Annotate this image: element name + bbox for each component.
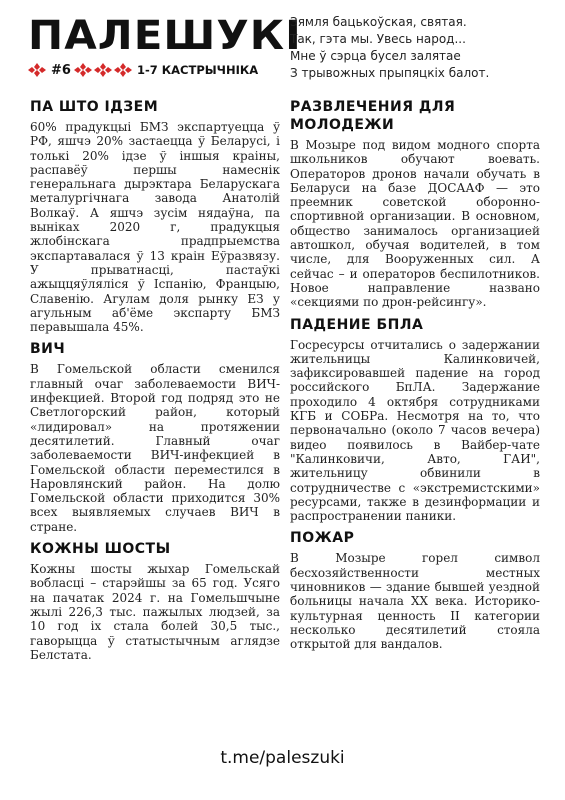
left-column [30, 98, 280, 668]
masthead [28, 13, 302, 84]
article-body: Кожны шосты жыхар Гомельскай вобласці – старэйшы за 65 год. Усяго на пачатак 2024 г. на Гомельшчыне жылі 226,3 тыс. пажылых людзей, за 10 год іх стала болей 30,5 тыс., гаворыцца ў статыстычным аглядзе Белстата. [30, 562, 280, 662]
article-title: ПАДЕНИЕ БПЛА [290, 316, 424, 333]
article-title: ПА ШТО ІДЗЕМ [30, 99, 159, 115]
article-body: В Мозыре под видом модного спорта школьников обучают воевать. Операторов дронов начали обучать в Беларуси на базе ДОСААФ — это преемник советской оборонно-спортивной организации. В основном, общество занималось организацией автошкол, обучая водителей, в том числе, для Вооруженных сил. А сейчас – и операторов беспилотников. Новое направление названо «секциями по дрон-рейсингу». [290, 138, 540, 310]
issue-line [28, 60, 258, 80]
poem-line: Так, гэта мы. Увесь народ... [290, 32, 466, 46]
issue-dates: 1-7 КАСТРЫЧНІКА [136, 63, 259, 77]
telegram-link[interactable]: t.me/paleszuki [220, 748, 345, 768]
poem-line: Мне ў сэрца бусел залятае [290, 49, 461, 63]
article-title: ПОЖАР [290, 530, 355, 547]
article-title: РАЗВЛЕЧЕНИЯ ДЛЯ МОЛОДЕЖИ [290, 99, 456, 133]
ornament-icon [94, 63, 112, 77]
article-body: В Мозыре горел символ бесхозяйственности местных чиновников — здание бывшей уездной больницы начала XX века. Историко-культурная ценность II категории несколько десятилетий стояла открытой для вандалов. [290, 551, 540, 652]
right-column [290, 98, 540, 658]
ornament-icon [114, 63, 132, 77]
article-title: ВИЧ [30, 341, 66, 358]
ornament-icon [28, 63, 46, 77]
poem-line: З трывожных прыпяцкіх балот. [290, 66, 490, 80]
newspaper-title: ПАЛЕШУКІ [28, 13, 302, 59]
epigraph-poem [290, 14, 550, 82]
article-body: В Гомельской области сменился главный очаг заболеваемости ВИЧ-инфекцией. Второй год подряд это не Светлогорский район, который «лидировал» на протяжении десятилетий. Главный очаг заболеваемости ВИЧ-инфекцией в Гомельской области переместился в Наровлянский район. На долю Гомельской области приходится 30% всех выявляемых случаев ВИЧ в стране. [30, 362, 280, 534]
article-title: КОЖНЫ ШОСТЫ [30, 541, 171, 558]
article-body: Госресурсы отчитались о задержании жительницы Калинковичей, зафиксировавшей падение на город российского БпЛА. Задержание проходило 4 октября сотрудниками КГБ и СОБРа. Несмотря на то, что первоначально (около 7 часов вечера) видео появилось в Вайбер-чате "Калинковичи, Авто, ГАИ", жительницу обвинили в сотрудничестве с «экстремистскими» ресурсами, также в дезинформации и распространении паники. [290, 337, 540, 524]
ornament-icon [74, 63, 92, 77]
poem-line: Зямля бацькоўская, святая. [290, 15, 467, 29]
issue-number: #6 [51, 62, 71, 78]
article-body: 60% прадукцыі БМЗ экспартуецца ў РФ, яшчэ 20% застаецца ў Беларусі, і толькі 20% ідзе ў іншыя краіны, распавёў першы намеснік генеральнага дырэктара Беларускага металургічнага завода Анатолій Волкаў. А яшчэ зусім нядаўна, па выніках 2020 г, прадукцыя жлобінскага прадпрыемства экспартавалася ў 13 краін Еўразвязу. У прыватнасці, пастаўкі ажыццяўляліся ў Іспанію, Францыю, Славенію. Агулам доля рынку ЕЗ у агульным аб'ёме экспарту БМЗ перавышала 45%. [30, 120, 280, 335]
